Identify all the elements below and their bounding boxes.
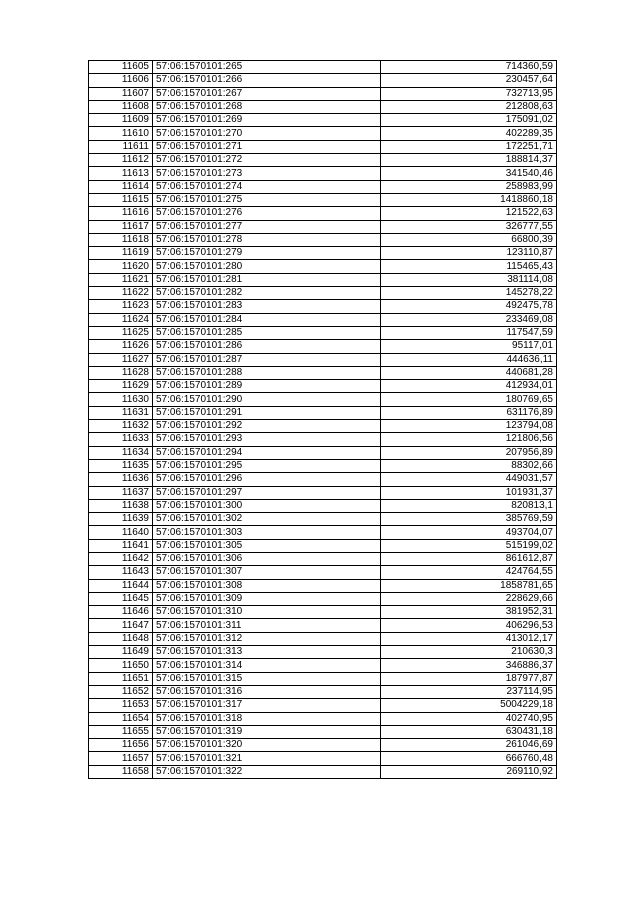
cadastral-value-cell: 261046,69 bbox=[381, 739, 557, 752]
cadastral-number-cell: 57:06:1570101:287 bbox=[153, 353, 381, 366]
row-id-cell: 11610 bbox=[89, 127, 153, 140]
cadastral-number-cell: 57:06:1570101:305 bbox=[153, 539, 381, 552]
cadastral-number-cell: 57:06:1570101:278 bbox=[153, 233, 381, 246]
cadastral-value-cell: 861612,87 bbox=[381, 552, 557, 565]
row-id-cell: 11627 bbox=[89, 353, 153, 366]
cadastral-number-cell: 57:06:1570101:314 bbox=[153, 659, 381, 672]
cadastral-value-cell: 714360,59 bbox=[381, 61, 557, 74]
row-id-cell: 11611 bbox=[89, 140, 153, 153]
row-id-cell: 11652 bbox=[89, 685, 153, 698]
cadastral-number-cell: 57:06:1570101:317 bbox=[153, 699, 381, 712]
cadastral-value-cell: 381114,08 bbox=[381, 273, 557, 286]
row-id-cell: 11628 bbox=[89, 366, 153, 379]
cadastral-number-cell: 57:06:1570101:281 bbox=[153, 273, 381, 286]
cadastral-number-cell: 57:06:1570101:291 bbox=[153, 406, 381, 419]
cadastral-value-cell: 666760,48 bbox=[381, 752, 557, 765]
table-row bbox=[89, 74, 557, 87]
cadastral-number-cell: 57:06:1570101:284 bbox=[153, 313, 381, 326]
cadastral-value-cell: 412934,01 bbox=[381, 380, 557, 393]
cadastral-value-cell: 402289,35 bbox=[381, 127, 557, 140]
cadastral-number-cell: 57:06:1570101:307 bbox=[153, 566, 381, 579]
cadastral-number-cell: 57:06:1570101:294 bbox=[153, 446, 381, 459]
cadastral-number-cell: 57:06:1570101:312 bbox=[153, 632, 381, 645]
table-row bbox=[89, 606, 557, 619]
table-row bbox=[89, 380, 557, 393]
cadastral-value-cell: 172251,71 bbox=[381, 140, 557, 153]
row-id-cell: 11609 bbox=[89, 114, 153, 127]
cadastral-number-cell: 57:06:1570101:321 bbox=[153, 752, 381, 765]
row-id-cell: 11619 bbox=[89, 247, 153, 260]
table-row bbox=[89, 433, 557, 446]
cadastral-number-cell: 57:06:1570101:274 bbox=[153, 180, 381, 193]
row-id-cell: 11616 bbox=[89, 207, 153, 220]
cadastral-value-cell: 515199,02 bbox=[381, 539, 557, 552]
table-row bbox=[89, 552, 557, 565]
cadastral-value-cell: 493704,07 bbox=[381, 526, 557, 539]
table-row bbox=[89, 100, 557, 113]
cadastral-number-cell: 57:06:1570101:303 bbox=[153, 526, 381, 539]
cadastral-number-cell: 57:06:1570101:280 bbox=[153, 260, 381, 273]
cadastral-value-cell: 440681,28 bbox=[381, 366, 557, 379]
table-row bbox=[89, 566, 557, 579]
cadastral-number-cell: 57:06:1570101:276 bbox=[153, 207, 381, 220]
table-row bbox=[89, 579, 557, 592]
row-id-cell: 11630 bbox=[89, 393, 153, 406]
cadastral-number-cell: 57:06:1570101:272 bbox=[153, 154, 381, 167]
cadastral-value-cell: 406296,53 bbox=[381, 619, 557, 632]
cadastral-number-cell: 57:06:1570101:288 bbox=[153, 366, 381, 379]
cadastral-number-cell: 57:06:1570101:283 bbox=[153, 300, 381, 313]
table-row bbox=[89, 287, 557, 300]
table-row bbox=[89, 154, 557, 167]
cadastral-value-cell: 269110,92 bbox=[381, 765, 557, 778]
row-id-cell: 11634 bbox=[89, 446, 153, 459]
row-id-cell: 11622 bbox=[89, 287, 153, 300]
cadastral-number-cell: 57:06:1570101:315 bbox=[153, 672, 381, 685]
table-row bbox=[89, 313, 557, 326]
row-id-cell: 11629 bbox=[89, 380, 153, 393]
table-row bbox=[89, 632, 557, 645]
row-id-cell: 11648 bbox=[89, 632, 153, 645]
cadastral-value-cell: 5004229,18 bbox=[381, 699, 557, 712]
cadastral-number-cell: 57:06:1570101:311 bbox=[153, 619, 381, 632]
row-id-cell: 11612 bbox=[89, 154, 153, 167]
cadastral-number-cell: 57:06:1570101:290 bbox=[153, 393, 381, 406]
cadastral-value-cell: 117547,59 bbox=[381, 326, 557, 339]
cadastral-value-cell: 121522,63 bbox=[381, 207, 557, 220]
cadastral-number-cell: 57:06:1570101:267 bbox=[153, 87, 381, 100]
table-row bbox=[89, 87, 557, 100]
row-id-cell: 11625 bbox=[89, 326, 153, 339]
table-row bbox=[89, 459, 557, 472]
cadastral-number-cell: 57:06:1570101:295 bbox=[153, 459, 381, 472]
cadastral-value-cell: 1858781,65 bbox=[381, 579, 557, 592]
cadastral-value-cell: 207956,89 bbox=[381, 446, 557, 459]
row-id-cell: 11623 bbox=[89, 300, 153, 313]
row-id-cell: 11626 bbox=[89, 340, 153, 353]
cadastral-number-cell: 57:06:1570101:310 bbox=[153, 606, 381, 619]
cadastral-value-cell: 66800,39 bbox=[381, 233, 557, 246]
cadastral-number-cell: 57:06:1570101:270 bbox=[153, 127, 381, 140]
cadastral-value-cell: 188814,37 bbox=[381, 154, 557, 167]
cadastral-value-cell: 121806,56 bbox=[381, 433, 557, 446]
cadastral-number-cell: 57:06:1570101:318 bbox=[153, 712, 381, 725]
row-id-cell: 11645 bbox=[89, 592, 153, 605]
row-id-cell: 11650 bbox=[89, 659, 153, 672]
table-row bbox=[89, 765, 557, 778]
cadastral-number-cell: 57:06:1570101:282 bbox=[153, 287, 381, 300]
table-row bbox=[89, 513, 557, 526]
table-row bbox=[89, 247, 557, 260]
table-row bbox=[89, 406, 557, 419]
table-row bbox=[89, 725, 557, 738]
cadastral-number-cell: 57:06:1570101:302 bbox=[153, 513, 381, 526]
table-row bbox=[89, 114, 557, 127]
row-id-cell: 11605 bbox=[89, 61, 153, 74]
cadastral-number-cell: 57:06:1570101:286 bbox=[153, 340, 381, 353]
cadastral-value-cell: 732713,95 bbox=[381, 87, 557, 100]
cadastral-value-cell: 413012,17 bbox=[381, 632, 557, 645]
row-id-cell: 11644 bbox=[89, 579, 153, 592]
table-row bbox=[89, 446, 557, 459]
cadastral-number-cell: 57:06:1570101:300 bbox=[153, 499, 381, 512]
cadastral-value-cell: 492475,78 bbox=[381, 300, 557, 313]
cadastral-value-cell: 385769,59 bbox=[381, 513, 557, 526]
cadastral-number-cell: 57:06:1570101:269 bbox=[153, 114, 381, 127]
cadastral-value-cell: 145278,22 bbox=[381, 287, 557, 300]
row-id-cell: 11651 bbox=[89, 672, 153, 685]
table-row bbox=[89, 193, 557, 206]
cadastral-value-cell: 101931,37 bbox=[381, 486, 557, 499]
row-id-cell: 11613 bbox=[89, 167, 153, 180]
cadastral-value-cell: 230457,64 bbox=[381, 74, 557, 87]
cadastral-value-cell: 228629,66 bbox=[381, 592, 557, 605]
table-row bbox=[89, 260, 557, 273]
row-id-cell: 11633 bbox=[89, 433, 153, 446]
row-id-cell: 11617 bbox=[89, 220, 153, 233]
row-id-cell: 11621 bbox=[89, 273, 153, 286]
cadastral-value-cell: 115465,43 bbox=[381, 260, 557, 273]
row-id-cell: 11656 bbox=[89, 739, 153, 752]
cadastral-number-cell: 57:06:1570101:293 bbox=[153, 433, 381, 446]
row-id-cell: 11657 bbox=[89, 752, 153, 765]
table-body bbox=[89, 61, 557, 779]
table-row bbox=[89, 499, 557, 512]
table-row bbox=[89, 61, 557, 74]
cadastral-number-cell: 57:06:1570101:292 bbox=[153, 420, 381, 433]
row-id-cell: 11655 bbox=[89, 725, 153, 738]
table-row bbox=[89, 420, 557, 433]
cadastral-number-cell: 57:06:1570101:277 bbox=[153, 220, 381, 233]
table-row bbox=[89, 526, 557, 539]
cadastral-number-cell: 57:06:1570101:322 bbox=[153, 765, 381, 778]
row-id-cell: 11606 bbox=[89, 74, 153, 87]
cadastral-value-cell: 341540,46 bbox=[381, 167, 557, 180]
row-id-cell: 11640 bbox=[89, 526, 153, 539]
cadastral-value-cell: 187977,87 bbox=[381, 672, 557, 685]
table-row bbox=[89, 353, 557, 366]
cadastral-number-cell: 57:06:1570101:285 bbox=[153, 326, 381, 339]
cadastral-value-cell: 631176,89 bbox=[381, 406, 557, 419]
table-row bbox=[89, 233, 557, 246]
row-id-cell: 11637 bbox=[89, 486, 153, 499]
row-id-cell: 11632 bbox=[89, 420, 153, 433]
cadastral-number-cell: 57:06:1570101:308 bbox=[153, 579, 381, 592]
cadastral-number-cell: 57:06:1570101:271 bbox=[153, 140, 381, 153]
row-id-cell: 11607 bbox=[89, 87, 153, 100]
table-row bbox=[89, 619, 557, 632]
row-id-cell: 11643 bbox=[89, 566, 153, 579]
cadastral-number-cell: 57:06:1570101:266 bbox=[153, 74, 381, 87]
cadastral-value-cell: 88302,66 bbox=[381, 459, 557, 472]
row-id-cell: 11615 bbox=[89, 193, 153, 206]
cadastral-value-cell: 123110,87 bbox=[381, 247, 557, 260]
row-id-cell: 11654 bbox=[89, 712, 153, 725]
cadastral-value-cell: 123794,08 bbox=[381, 420, 557, 433]
cadastral-value-cell: 233469,08 bbox=[381, 313, 557, 326]
cadastral-value-cell: 444636,11 bbox=[381, 353, 557, 366]
table-row bbox=[89, 326, 557, 339]
cadastral-value-cell: 820813,1 bbox=[381, 499, 557, 512]
row-id-cell: 11646 bbox=[89, 606, 153, 619]
row-id-cell: 11639 bbox=[89, 513, 153, 526]
row-id-cell: 11647 bbox=[89, 619, 153, 632]
cadastral-number-cell: 57:06:1570101:275 bbox=[153, 193, 381, 206]
row-id-cell: 11620 bbox=[89, 260, 153, 273]
cadastral-value-cell: 237114,95 bbox=[381, 685, 557, 698]
table-row bbox=[89, 752, 557, 765]
cadastral-value-cell: 212808,63 bbox=[381, 100, 557, 113]
cadastral-number-cell: 57:06:1570101:268 bbox=[153, 100, 381, 113]
table-row bbox=[89, 180, 557, 193]
table-row bbox=[89, 739, 557, 752]
cadastral-number-cell: 57:06:1570101:319 bbox=[153, 725, 381, 738]
table-row bbox=[89, 672, 557, 685]
table-row bbox=[89, 699, 557, 712]
row-id-cell: 11641 bbox=[89, 539, 153, 552]
table-row bbox=[89, 300, 557, 313]
table-row bbox=[89, 539, 557, 552]
cadastral-value-cell: 326777,55 bbox=[381, 220, 557, 233]
row-id-cell: 11658 bbox=[89, 765, 153, 778]
cadastral-value-cell: 449031,57 bbox=[381, 473, 557, 486]
cadastral-value-cell: 381952,31 bbox=[381, 606, 557, 619]
table-row bbox=[89, 140, 557, 153]
row-id-cell: 11618 bbox=[89, 233, 153, 246]
row-id-cell: 11649 bbox=[89, 646, 153, 659]
cadastral-value-cell: 630431,18 bbox=[381, 725, 557, 738]
row-id-cell: 11635 bbox=[89, 459, 153, 472]
row-id-cell: 11624 bbox=[89, 313, 153, 326]
cadastral-number-cell: 57:06:1570101:296 bbox=[153, 473, 381, 486]
cadastral-value-cell: 210630,3 bbox=[381, 646, 557, 659]
table-row bbox=[89, 685, 557, 698]
cadastral-value-cell: 424764,55 bbox=[381, 566, 557, 579]
table-row bbox=[89, 207, 557, 220]
cadastral-number-cell: 57:06:1570101:320 bbox=[153, 739, 381, 752]
table-row bbox=[89, 486, 557, 499]
cadastral-value-cell: 258983,99 bbox=[381, 180, 557, 193]
row-id-cell: 11642 bbox=[89, 552, 153, 565]
row-id-cell: 11614 bbox=[89, 180, 153, 193]
table-row bbox=[89, 167, 557, 180]
row-id-cell: 11631 bbox=[89, 406, 153, 419]
cadastral-number-cell: 57:06:1570101:279 bbox=[153, 247, 381, 260]
cadastral-number-cell: 57:06:1570101:313 bbox=[153, 646, 381, 659]
cadastral-value-cell: 1418860,18 bbox=[381, 193, 557, 206]
table-row bbox=[89, 220, 557, 233]
row-id-cell: 11636 bbox=[89, 473, 153, 486]
table-row bbox=[89, 340, 557, 353]
cadastral-number-cell: 57:06:1570101:309 bbox=[153, 592, 381, 605]
cadastral-value-cell: 402740,95 bbox=[381, 712, 557, 725]
cadastral-number-cell: 57:06:1570101:297 bbox=[153, 486, 381, 499]
row-id-cell: 11653 bbox=[89, 699, 153, 712]
table-row bbox=[89, 366, 557, 379]
cadastral-number-cell: 57:06:1570101:306 bbox=[153, 552, 381, 565]
row-id-cell: 11638 bbox=[89, 499, 153, 512]
table-row bbox=[89, 592, 557, 605]
table-row bbox=[89, 473, 557, 486]
cadastral-value-cell: 175091,02 bbox=[381, 114, 557, 127]
cadastral-number-cell: 57:06:1570101:316 bbox=[153, 685, 381, 698]
table-row bbox=[89, 659, 557, 672]
table-row bbox=[89, 393, 557, 406]
cadastral-value-table bbox=[88, 60, 557, 779]
cadastral-value-cell: 95117,01 bbox=[381, 340, 557, 353]
table-row bbox=[89, 273, 557, 286]
cadastral-value-cell: 180769,65 bbox=[381, 393, 557, 406]
cadastral-value-cell: 346886,37 bbox=[381, 659, 557, 672]
cadastral-number-cell: 57:06:1570101:265 bbox=[153, 61, 381, 74]
cadastral-number-cell: 57:06:1570101:273 bbox=[153, 167, 381, 180]
table-row bbox=[89, 646, 557, 659]
table-row bbox=[89, 127, 557, 140]
cadastral-number-cell: 57:06:1570101:289 bbox=[153, 380, 381, 393]
row-id-cell: 11608 bbox=[89, 100, 153, 113]
table-row bbox=[89, 712, 557, 725]
